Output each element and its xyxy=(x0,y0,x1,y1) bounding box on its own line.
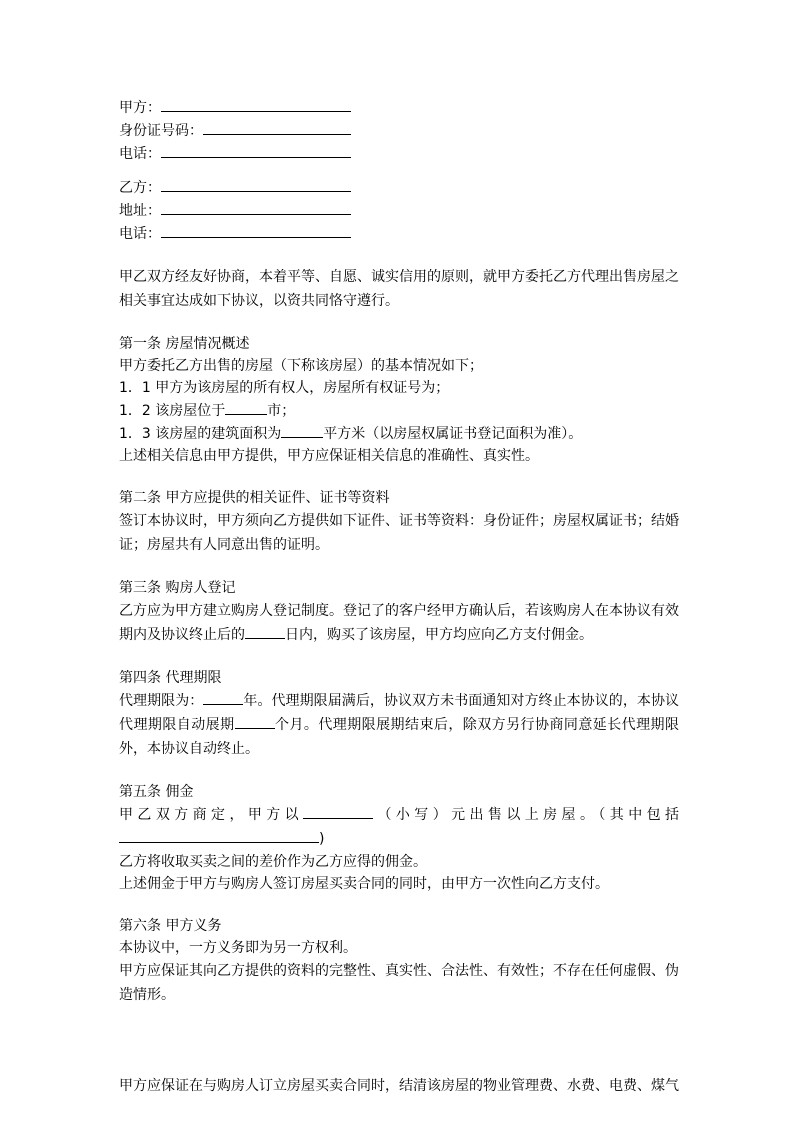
article-5-body-p3: ) xyxy=(319,831,325,847)
article-5-line-3: 上述佣金于甲方与购房人签订房屋买卖合同的同时，由甲方一次性向乙方支付。 xyxy=(119,876,609,892)
article-2-body: 签订本协议时，甲方须向乙方提供如下证件、证书等资料：身份证件；房屋权属证书；结婚证；房屋共有人同意出售的证明。 xyxy=(119,513,679,553)
item-3-suffix: 平方米（以房屋权属证书登记面积为准）。 xyxy=(323,426,583,442)
article-4-title: 第四条 代理期限 xyxy=(119,670,222,686)
item-2-suffix: 市； xyxy=(267,403,296,419)
article-3-title: 第三条 购房人登记 xyxy=(119,580,236,596)
party-b-row xyxy=(119,176,679,199)
article-6-line-1: 本协议中，一方义务即为另一方权利。 xyxy=(119,940,357,956)
address-blank xyxy=(161,199,351,215)
city-blank xyxy=(225,399,267,415)
spacer xyxy=(119,245,679,265)
document-page xyxy=(119,96,679,1097)
party-b-phone-row xyxy=(119,222,679,245)
spacer xyxy=(119,761,679,781)
includes-blank-2 xyxy=(239,827,319,843)
party-a-phone-blank xyxy=(161,142,351,158)
party-a-phone-label: 电话： xyxy=(119,146,161,162)
spacer xyxy=(119,467,679,487)
article-5-title: 第五条 佣金 xyxy=(119,784,194,800)
party-b-phone-label: 电话： xyxy=(119,226,161,242)
years-blank xyxy=(203,689,243,705)
id-number-blank xyxy=(203,119,351,135)
party-a-block xyxy=(119,96,679,165)
final-line: 甲方应保证在与购房人订立房屋买卖合同时，结清该房屋的物业管理费、水费、电费、煤气 xyxy=(119,1078,679,1094)
days-blank xyxy=(245,623,285,639)
includes-blank-1 xyxy=(119,827,239,843)
article-3 xyxy=(119,577,679,647)
address-label: 地址： xyxy=(119,203,161,219)
spacer xyxy=(119,165,679,176)
item-2-prefix: 1．2 该房屋位于 xyxy=(119,403,226,419)
article-6-title: 第六条 甲方义务 xyxy=(119,918,222,934)
article-2-title: 第二条 甲方应提供的相关证件、证书等资料 xyxy=(119,490,390,506)
article-4-body-p1: 代理期限为： xyxy=(119,693,204,709)
price-blank xyxy=(303,803,373,819)
spacer xyxy=(119,647,679,667)
party-b-label: 乙方： xyxy=(119,180,161,196)
article-5-body xyxy=(119,803,679,851)
article-2 xyxy=(119,487,679,557)
preamble-paragraph: 甲乙双方经友好协商，本着平等、自愿、诚实信用的原则，就甲方委托乙方代理出售房屋之相关事宜达成如下协议，以资共同恪守遵行。 xyxy=(119,269,679,309)
article-4-body-p2: 年。代理期限届满后，协议双方未书面通知对方终止本协议的，本协议代理期限自动展期 xyxy=(119,693,680,733)
spacer xyxy=(119,313,679,333)
article-4-body xyxy=(119,689,679,761)
article-1-intro: 甲方委托乙方出售的房屋（下称该房屋）的基本情况如下； xyxy=(119,358,483,374)
article-1 xyxy=(119,333,679,467)
article-4-body-p3: 个月。代理期限展期结束后，除双方另行协商同意延长代理期限外，本协议自动终止。 xyxy=(119,717,680,757)
item-3-prefix: 1．3 该房屋的建筑面积为 xyxy=(119,426,282,442)
area-blank xyxy=(281,422,323,438)
party-a-row xyxy=(119,96,679,119)
party-b-phone-blank xyxy=(161,222,351,238)
party-b-blank xyxy=(161,176,351,192)
party-a-phone-row xyxy=(119,142,679,165)
id-number-row xyxy=(119,119,679,142)
article-4 xyxy=(119,667,679,761)
id-number-label: 身份证号码： xyxy=(119,123,203,139)
article-5 xyxy=(119,781,679,895)
months-blank xyxy=(235,713,275,729)
article-1-title: 第一条 房屋情况概述 xyxy=(119,336,250,352)
article-3-body-suffix: 日内，购买了该房屋，甲方均应向乙方支付佣金。 xyxy=(285,627,593,643)
party-b-block xyxy=(119,176,679,245)
article-1-item-1: 1．1 甲方为该房屋的所有权人，房屋所有权证号为； xyxy=(119,380,450,396)
article-1-item-3 xyxy=(119,422,679,445)
article-6-line-2: 甲方应保证其向乙方提供的资料的完整性、真实性、合法性、有效性；不存在任何虚假、伪造情形。 xyxy=(119,963,679,1003)
article-6 xyxy=(119,915,679,1007)
spacer xyxy=(119,895,679,915)
party-a-label: 甲方： xyxy=(119,100,161,116)
article-5-line-2: 乙方将收取买卖之间的差价作为乙方应得的佣金。 xyxy=(119,854,427,870)
party-a-blank xyxy=(161,96,351,112)
article-1-note: 上述相关信息由甲方提供，甲方应保证相关信息的准确性、真实性。 xyxy=(119,448,539,464)
article-5-body-p1: 甲乙双方商定，甲方以 xyxy=(119,807,304,823)
article-3-body xyxy=(119,599,679,647)
article-1-item-2 xyxy=(119,399,679,422)
article-3-body-prefix: 乙方应为甲方建立购房人登记制度。登记了的客户经甲方确认后，若该购房人在本协议有效期内及协议终止后的 xyxy=(119,603,679,643)
address-row xyxy=(119,199,679,222)
article-5-body-p2: （小写）元出售以上房屋。（其中包括 xyxy=(373,807,680,823)
spacer xyxy=(119,557,679,577)
spacer xyxy=(119,1007,679,1075)
